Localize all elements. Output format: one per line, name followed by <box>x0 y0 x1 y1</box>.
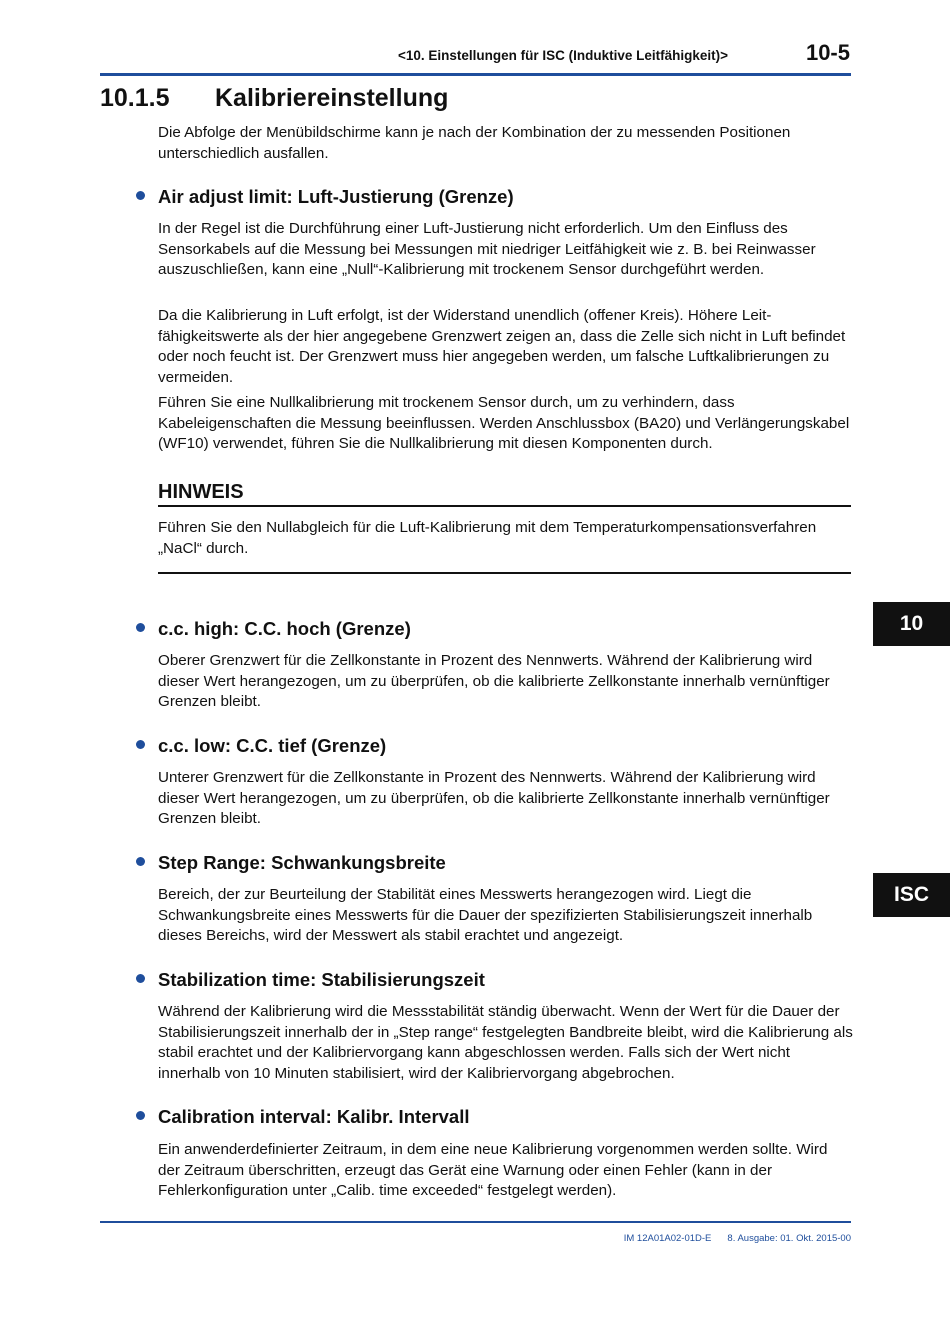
section-title: Kalibriereinstellung <box>215 84 449 112</box>
bullet-heading-calibration-interval <box>136 1106 470 1128</box>
cc-high-heading-text: c.c. high: C.C. hoch (Grenze) <box>158 618 411 639</box>
calibration-interval-heading-text: Calibration interval: Kalibr. Intervall <box>158 1106 470 1127</box>
air-adjust-heading-text: Air adjust limit: Luft-Justierung (Grenze) <box>158 186 514 207</box>
footer-rule <box>100 1221 851 1223</box>
footer-doc-id: IM 12A01A02-01D-E <box>623 1233 712 1244</box>
bullet-heading-cc-low <box>136 735 386 757</box>
step-range-heading-text: Step Range: Schwankungsbreite <box>158 852 446 873</box>
bullet-dot-icon <box>136 857 145 866</box>
chapter-header: <10. Einstellungen für ISC (Induktive Leitfähigkeit)> <box>397 48 728 63</box>
section-number: 10.1.5 <box>100 84 170 112</box>
calibration-interval-paragraph: Ein anwenderdefinierter Zeitraum, in dem eine neue Kalibrierung vorgenommen werden sollte. Wird der Zeitraum überschritten, erzeugt das Gerät eine Warnung oder einen Fehler (kann in der Fehlerkonfiguration unter „Calib. time exceeded“ festgelegt werden). <box>158 1141 828 1199</box>
air-adjust-paragraph-2: Da die Kalibrierung in Luft erfolgt, ist der Widerstand unendlich (offener Kreis). Höhere Leitfähigkeitswerte als der hier angegebene Grenzwert zeigen an, dass die Zelle sich nicht in Luft befindet oder noch feucht ist. Der Grenzwert muss hier angegeben werden, um falsche Luftkalibrierungen zu vermeiden. <box>158 307 846 386</box>
footer <box>560 1233 851 1244</box>
bullet-heading-stabilization <box>136 969 485 991</box>
section-heading <box>100 84 448 113</box>
bullet-heading-step-range <box>136 852 446 874</box>
page-number: 10-5 <box>805 40 850 65</box>
note-rule-top <box>158 505 851 507</box>
bullet-heading-cc-high <box>136 618 411 640</box>
air-adjust-paragraph-1: In der Regel ist die Durchführung einer Luft-Justierung nicht erforderlich. Um den Einfluss des Sensorkabels auf die Messung bei Messungen mit niedriger Leitfähigkeit wie z. B. bei Reinwasser auszuschließen, kann eine „Null“-Kalibrierung mit trockenem Sensor durchgeführt werden. <box>158 220 816 278</box>
bullet-heading-air-adjust <box>136 186 514 208</box>
footer-edition: 8. Ausgabe: 01. Okt. 2015-00 <box>727 1233 851 1244</box>
cc-high-paragraph: Oberer Grenzwert für die Zellkonstante in Prozent des Nennwerts. Während der Kalibrierung wird dieser Wert herangezogen, um zu überprüfen, ob die kalibrierte Zellkonstante innerhalb vernünftiger Grenzen bleibt. <box>158 652 830 710</box>
bullet-dot-icon <box>136 974 145 983</box>
bullet-dot-icon <box>136 1111 145 1120</box>
step-range-paragraph: Bereich, der zur Beurteilung der Stabilität eines Messwerts herangezogen wird. Liegt die Schwankungsbreite eines Messwerts für die Dauer der spezifizierten Stabilisierungszeit innerhalb dieses Bereichs, wird der Messwert als stabil erachtet und angezeigt. <box>158 886 813 944</box>
air-adjust-paragraph-3: Führen Sie eine Nullkalibrierung mit trockenem Sensor durch, um zu verhindern, dass Kabeleigenschaften die Messung beeinflussen. Werden Anschlussbox (BA20) und Verlängerungskabel (WF10) verwendet, führen Sie die Nullkalibrierung mit diesen Komponenten durch. <box>158 394 850 452</box>
bullet-dot-icon <box>136 623 145 632</box>
bullet-dot-icon <box>136 740 145 749</box>
note-rule-bottom <box>158 572 851 574</box>
section-intro: Die Abfolge der Menübildschirme kann je nach der Kombination der zu messenden Positionen unterschiedlich ausfallen. <box>158 124 791 162</box>
note-text: Führen Sie den Nullabgleich für die Luft-Kalibrierung mit dem Temperaturkompensationsverfahren „NaCl“ durch. <box>158 519 817 557</box>
topic-tab: ISC <box>873 873 950 917</box>
bullet-dot-icon <box>136 191 145 200</box>
chapter-tab: 10 <box>873 602 950 646</box>
note-title: HINWEIS <box>158 481 244 503</box>
cc-low-heading-text: c.c. low: C.C. tief (Grenze) <box>158 735 387 756</box>
header-rule <box>100 73 851 76</box>
stabilization-paragraph: Während der Kalibrierung wird die Messstabilität ständig überwacht. Wenn der Wert für die Dauer der Stabilisierungszeit innerhalb der in „Step range“ festgelegten Bandbreite bleibt, wird die Kalibrierung als stabil erachtet und der Kalibriervorgang kann abgeschlossen werden. Falls sich der Wert nicht innerhalb von 10 Minuten stabilisiert, wird der Kalibriervorgang abgebrochen. <box>158 1003 853 1082</box>
stabilization-heading-text: Stabilization time: Stabilisierungszeit <box>158 969 485 990</box>
cc-low-paragraph: Unterer Grenzwert für die Zellkonstante in Prozent des Nennwerts. Während der Kalibrierung wird dieser Wert herangezogen, um zu überprüfen, ob die kalibrierte Zellkonstante innerhalb vernünftiger Grenzen bleibt. <box>158 769 830 827</box>
